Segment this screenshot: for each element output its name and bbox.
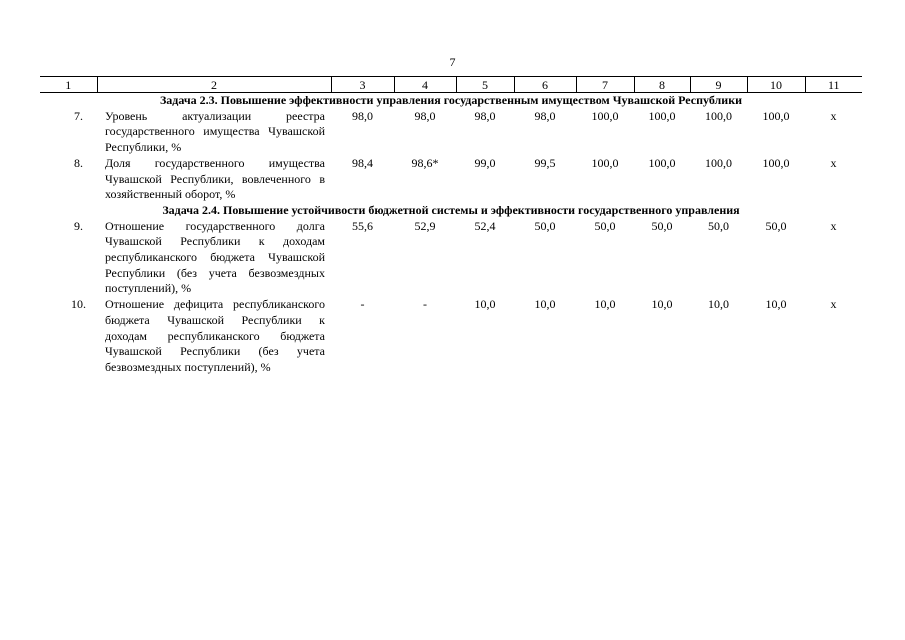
row-number: 10. [71,297,86,312]
value-cell: 100,0 [762,108,790,123]
task-heading-row [40,203,862,219]
col-header-11: 11 [805,77,862,93]
indicator-name: Уровень актуализации реестра государственного имущества Чувашской Республики, % [105,108,325,155]
indicator-name: Отношение дефицита республиканского бюджета Чувашской Республики к доходам республиканского бюджета Чувашской Республики (без учета безвозмездных поступлений), % [105,297,325,374]
indicators-table [40,76,862,376]
page-number: 7 [449,55,456,69]
value-cell: 10,0 [534,297,556,312]
value-cell: 10,0 [651,297,673,312]
col-header-4: 4 [394,77,456,93]
value-cell: 10,0 [594,297,616,312]
value-cell: - [423,297,427,312]
value-cell: 52,4 [474,218,496,233]
col-header-9: 9 [690,77,747,93]
value-cell: 98,4 [352,155,373,170]
task-heading: Задача 2.4. Повышение устойчивости бюджетной системы и эффективности государственного управления [162,202,740,217]
col-header-7: 7 [576,77,634,93]
value-cell: 100,0 [591,155,619,170]
value-cell: 99,0 [474,155,496,170]
value-cell: 98,6* [411,155,439,170]
value-cell: 52,9 [414,218,436,233]
value-cell: 100,0 [762,155,790,170]
value-cell: 55,6 [352,218,373,233]
value-cell: х [830,108,837,123]
row-number: 8. [74,155,83,170]
table-row [40,109,862,156]
value-cell: х [830,297,837,312]
value-cell: 50,0 [765,218,787,233]
col-header-10: 10 [747,77,805,93]
col-header-8: 8 [634,77,690,93]
value-cell: 100,0 [648,155,676,170]
value-cell: 99,5 [534,155,556,170]
indicator-name: Доля государственного имущества Чувашской Республики, вовлеченного в хозяйственный оборот, % [105,155,325,202]
value-cell: 100,0 [591,108,619,123]
task-heading: Задача 2.3. Повышение эффективности управления государственным имуществом Чувашской Республики [159,93,743,107]
col-header-3: 3 [331,77,394,93]
table-row [40,297,862,376]
task-heading-row [40,93,862,109]
value-cell: 98,0 [352,108,373,123]
row-number: 9. [74,218,83,233]
value-cell: 98,0 [474,108,496,123]
value-cell: 50,0 [708,218,729,233]
col-header-5: 5 [456,77,514,93]
value-cell: - [360,297,365,312]
table-row [40,156,862,203]
value-cell: х [830,218,837,233]
value-cell: 50,0 [594,218,616,233]
value-cell: 10,0 [708,297,729,312]
value-cell: 50,0 [534,218,556,233]
col-header-1: 1 [40,77,97,93]
table-row [40,219,862,298]
value-cell: х [830,155,837,170]
value-cell: 10,0 [765,297,787,312]
col-header-2: 2 [97,77,331,93]
value-cell: 100,0 [648,108,676,123]
value-cell: 100,0 [705,108,732,123]
col-header-6: 6 [514,77,576,93]
indicator-name: Отношение государственного долга Чувашской Республики к доходам республиканского бюджета Чувашской Республики (без учета безвозмездных поступлений), % [105,218,325,296]
value-cell: 50,0 [651,218,673,233]
column-number-row [40,77,862,93]
value-cell: 100,0 [705,155,732,170]
value-cell: 98,0 [414,108,436,123]
row-number: 7. [74,108,83,123]
value-cell: 10,0 [474,297,496,312]
value-cell: 98,0 [534,108,556,123]
